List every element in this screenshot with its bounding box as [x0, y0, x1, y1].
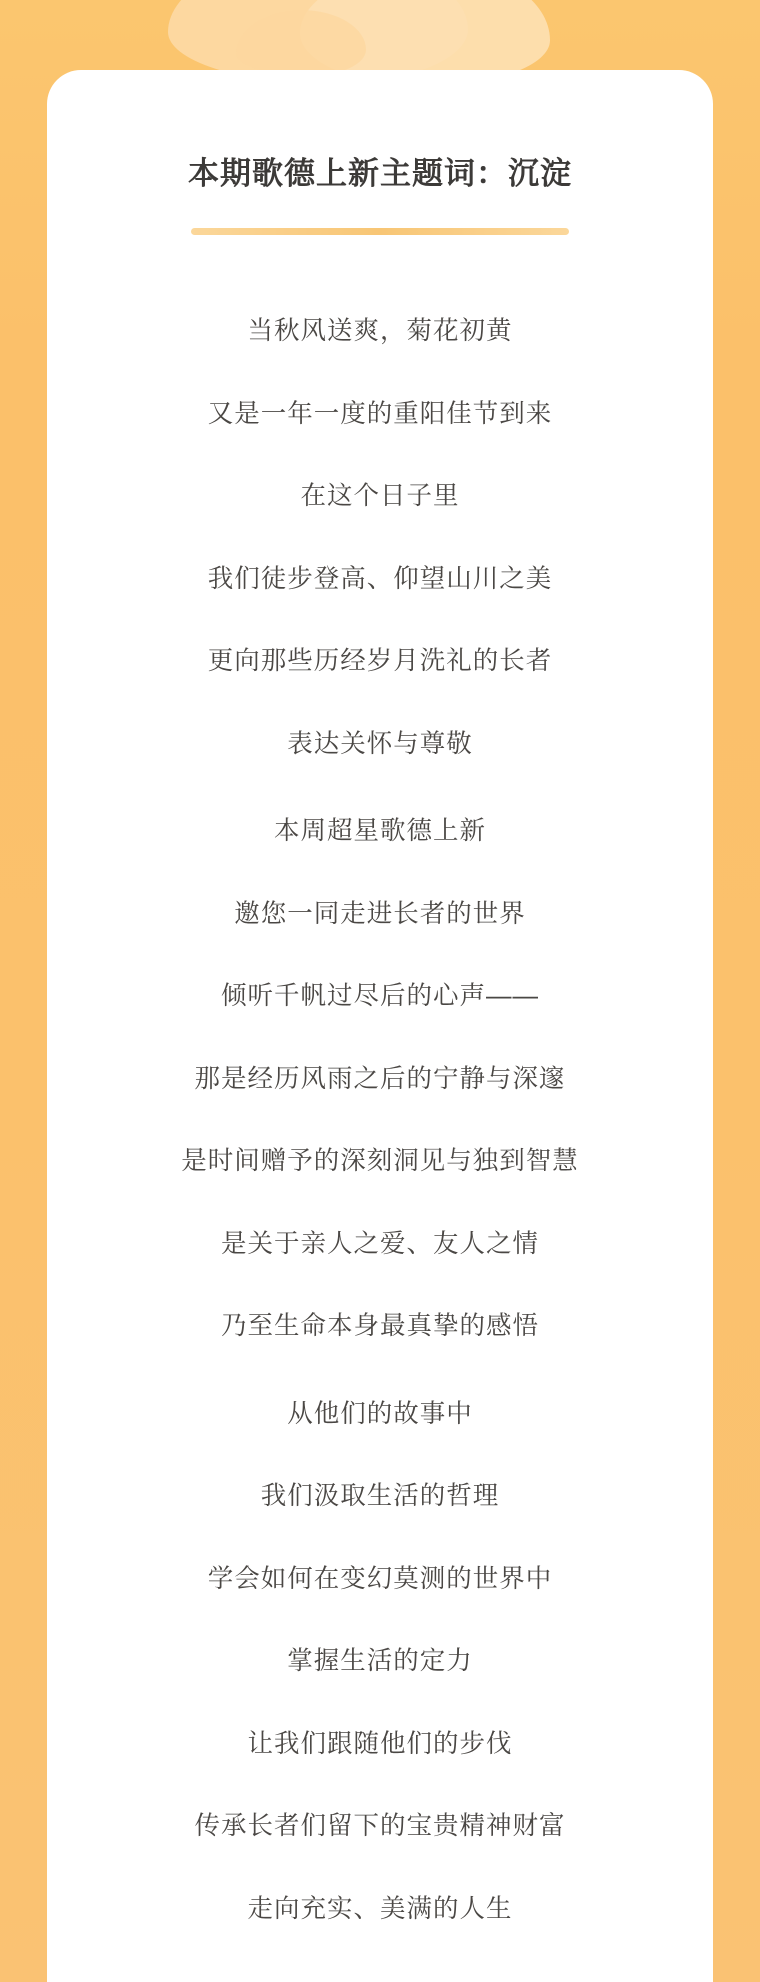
poem-line: 又是一年一度的重阳佳节到来 — [207, 399, 553, 428]
poem-line: 倾听千帆过尽后的心声—— — [220, 982, 539, 1011]
poem-line: 邀您一同走进长者的世界 — [234, 899, 526, 928]
poem-line: 走向充实、美满的人生 — [247, 1894, 513, 1923]
poem-line: 在这个日子里 — [300, 482, 460, 511]
decorative-blob-center — [236, 10, 366, 76]
stanza-2 — [87, 819, 673, 1340]
page-title-block — [87, 132, 673, 227]
poem-line: 让我们跟随他们的步伐 — [247, 1729, 513, 1758]
poem-line: 从他们的故事中 — [287, 1399, 473, 1428]
poem-line: 学会如何在变幻莫测的世界中 — [207, 1564, 553, 1593]
poem-line: 乃至生命本身最真挚的感悟 — [220, 1312, 539, 1341]
poem-line: 是关于亲人之爱、友人之情 — [220, 1229, 539, 1258]
poem-line: 我们徒步登高、仰望山川之美 — [207, 564, 553, 593]
poem-line: 那是经历风雨之后的宁静与深邃 — [194, 1064, 566, 1093]
poem-line: 我们汲取生活的哲理 — [260, 1482, 500, 1511]
stanza-3 — [87, 1399, 673, 1923]
poem-line: 是时间赠予的深刻洞见与独到智慧 — [181, 1147, 579, 1176]
content-card — [47, 70, 713, 1982]
poem-line: 掌握生活的定力 — [287, 1647, 473, 1676]
poem-line: 当秋风送爽，菊花初黄 — [247, 317, 513, 346]
poem-line: 传承长者们留下的宝贵精神财富 — [194, 1812, 566, 1841]
title-underline — [191, 228, 569, 235]
poem-line: 更向那些历经岁月洗礼的长者 — [207, 647, 553, 676]
poem-line: 表达关怀与尊敬 — [287, 729, 473, 758]
poem-line: 本周超星歌德上新 — [273, 817, 486, 846]
stanza-1 — [87, 319, 673, 757]
page-title: 本期歌德上新主题词：沉淀 — [188, 155, 572, 191]
